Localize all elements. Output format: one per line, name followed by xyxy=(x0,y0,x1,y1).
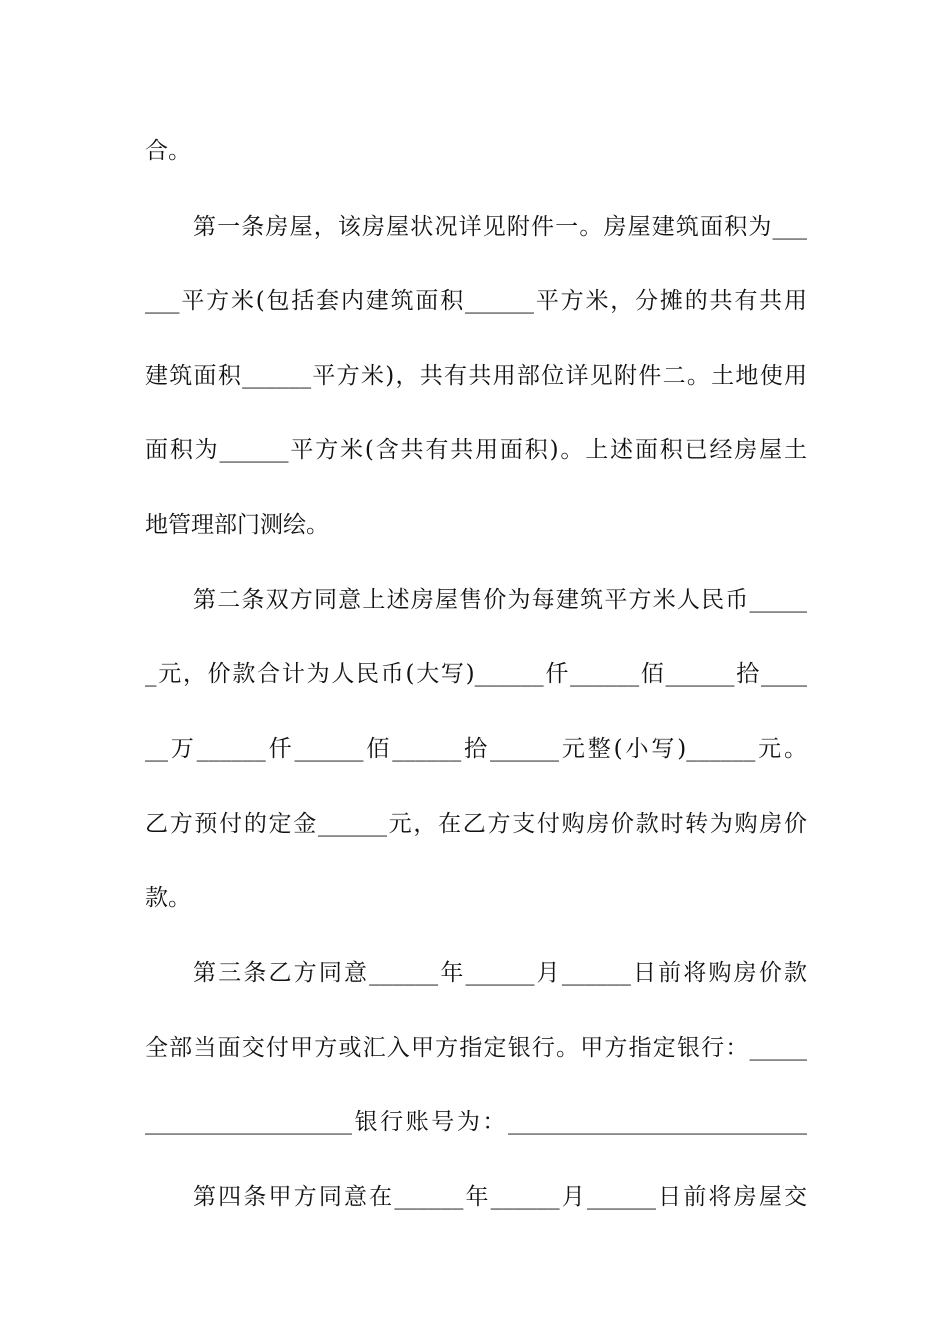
text-line-5: 面积为______平方米(含共有共用面积)。上述面积已经房屋土 xyxy=(145,437,807,463)
text-line-12: 第三条乙方同意______年______月______日前将购房价款 xyxy=(193,960,807,986)
text-line-13: 全部当面交付甲方或汇入甲方指定银行。甲方指定银行：_____ xyxy=(145,1035,807,1061)
text-line-7: 第二条双方同意上述房屋售价为每建筑平方米人民币_____ xyxy=(193,587,807,613)
text-line-8: _元，价款合计为人民币(大写)______仟______佰______拾____ xyxy=(145,661,807,687)
text-line-3: ___平方米(包括套内建筑面积______平方米，分摊的共有共用 xyxy=(145,288,807,314)
text-line-11: 款。 xyxy=(145,885,191,911)
text-line-2: 第一条房屋，该房屋状况详见附件一。房屋建筑面积为___ xyxy=(193,214,807,240)
text-line-9: __万______仟______佰______拾______元整(小写)______元。 xyxy=(145,736,807,762)
text-line-1: 合。 xyxy=(145,138,191,164)
text-line-10: 乙方预付的定金______元，在乙方支付购房价款时转为购房价 xyxy=(145,811,807,837)
text-line-6: 地管理部门测绘。 xyxy=(145,512,329,538)
text-line-4: 建筑面积______平方米)，共有共用部位详见附件二。土地使用 xyxy=(145,363,807,389)
text-line-15: 第四条甲方同意在______年______月______日前将房屋交 xyxy=(193,1184,807,1210)
text-line-14: __________________银行账号为：__________________________ xyxy=(145,1109,807,1135)
